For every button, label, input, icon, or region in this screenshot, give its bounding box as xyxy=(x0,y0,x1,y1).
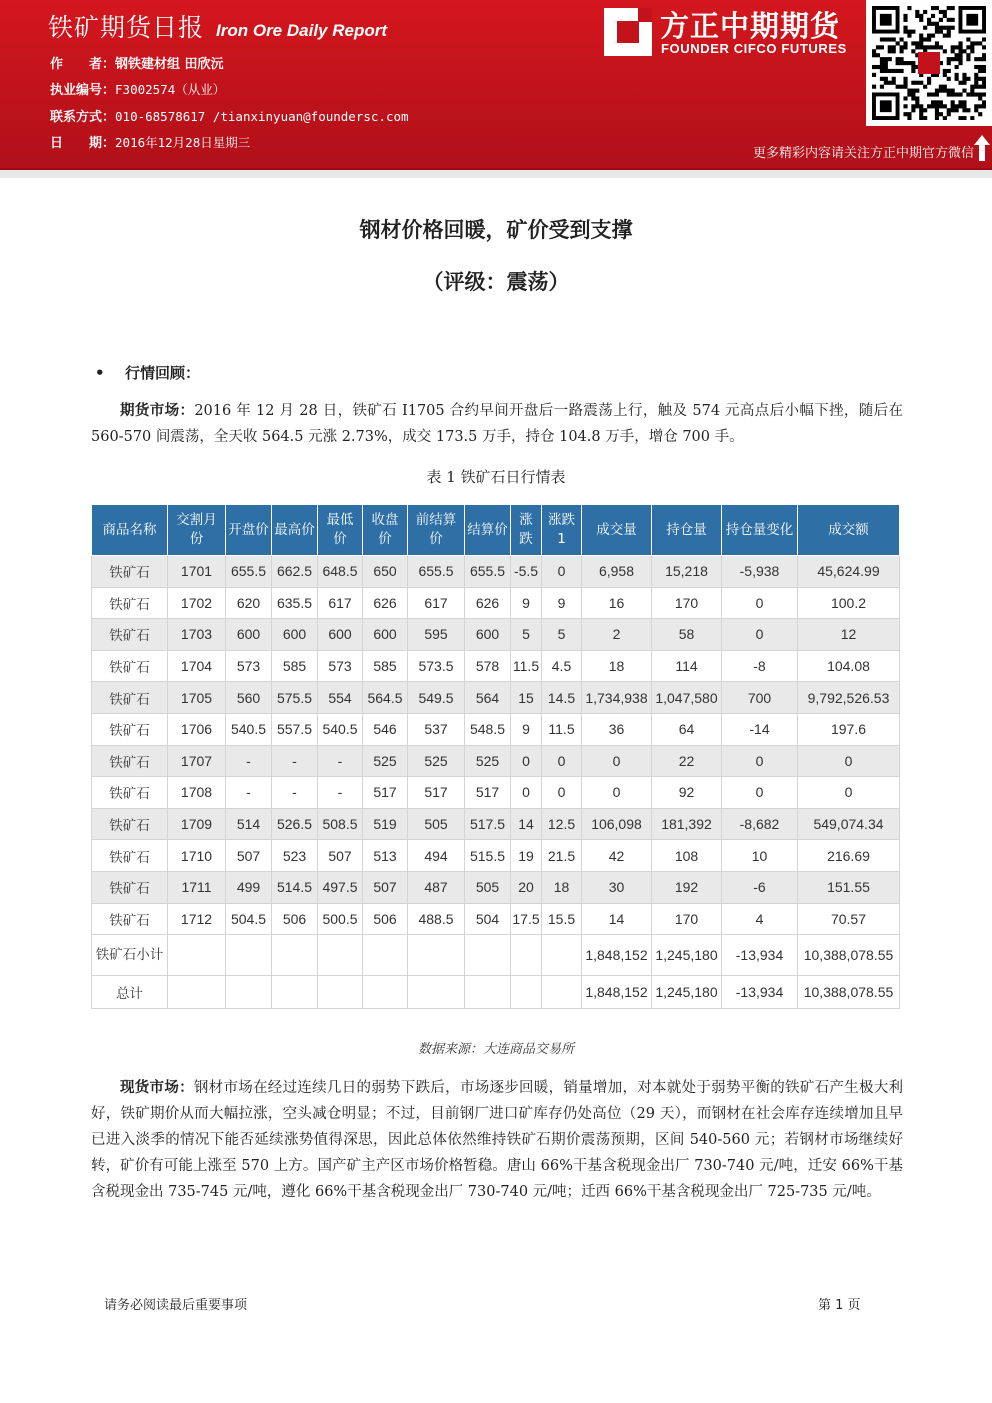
table-cell: 1710 xyxy=(168,840,226,872)
table-cell: 504.5 xyxy=(226,903,272,935)
subtotal-volume: 1,848,152 xyxy=(582,935,652,976)
table-cell: 1709 xyxy=(168,808,226,840)
commodity-name-cell: 铁矿石 xyxy=(92,840,168,872)
table-cell: 12 xyxy=(798,619,900,651)
table-cell: 9 xyxy=(511,587,542,619)
table-row xyxy=(92,808,900,840)
table-cell: 42 xyxy=(582,840,652,872)
table-cell: 655.5 xyxy=(465,556,511,588)
table-cell: 600 xyxy=(226,619,272,651)
table-cell: 1708 xyxy=(168,777,226,809)
table-cell: 16 xyxy=(582,587,652,619)
subtotal-turnover: 10,388,078.55 xyxy=(798,935,900,976)
table-header-row xyxy=(92,505,900,556)
col-header: 涨跌 xyxy=(511,505,542,556)
futures-lead: 期货市场： xyxy=(120,403,195,419)
table-cell: 100.2 xyxy=(798,587,900,619)
table-cell: 14 xyxy=(582,903,652,935)
table-cell: 1703 xyxy=(168,619,226,651)
table-cell: 12.5 xyxy=(542,808,582,840)
table-cell: 635.5 xyxy=(272,587,318,619)
table-cell: 0 xyxy=(511,777,542,809)
table-cell: 662.5 xyxy=(272,556,318,588)
spot-text: 钢材市场在经过连续几日的弱势下跌后，市场逐步回暖，销量增加，对本就处于弱势平衡的铁矿石产生极大利好，铁矿期价从而大幅拉涨，空头减仓明显；不过，目前钢厂进口矿库存仍处高位（29 天），而钢材在社会库存连续增加且早已进入淡季的情况下能否延续涨势值得深思，因此总体依然维持铁矿石期价震荡预期，区间 540-560 元；若钢材市场继续好转，矿价有可能上涨至 570 上方。国产矿主产区市场价格暂稳。唐山 66%干基含税现金出厂 730-740 元/吨，迁安 66%干基含税现金出 735-745 元/吨，遵化 66%干基含税现金出厂 730-740 元/吨；迁西 66%干基含税现金出厂 725-735 元/吨。 xyxy=(91,1080,904,1200)
table-cell: 507 xyxy=(318,840,363,872)
table-cell: 1705 xyxy=(168,682,226,714)
table-cell: 6,958 xyxy=(582,556,652,588)
table-cell: 151.55 xyxy=(798,871,900,903)
table-cell: 14.5 xyxy=(542,682,582,714)
table-cell: 15,218 xyxy=(652,556,722,588)
table-cell: 600 xyxy=(318,619,363,651)
table-cell: - xyxy=(272,745,318,777)
table-cell: - xyxy=(226,745,272,777)
table-cell: 626 xyxy=(363,587,408,619)
col-header: 持仓量 xyxy=(652,505,722,556)
commodity-name-cell: 铁矿石 xyxy=(92,682,168,714)
col-header: 前结算价 xyxy=(408,505,465,556)
table-cell: 15.5 xyxy=(542,903,582,935)
iron-ore-quote-table xyxy=(91,504,900,1009)
table-cell: 1706 xyxy=(168,713,226,745)
main-title: 钢材价格回暖，矿价受到支撑 xyxy=(359,218,633,242)
table-cell: 15 xyxy=(511,682,542,714)
table-cell: 513 xyxy=(363,840,408,872)
report-title-en: Iron Ore Daily Report xyxy=(216,21,387,40)
table-cell: 508.5 xyxy=(318,808,363,840)
col-header: 最高价 xyxy=(272,505,318,556)
table-cell: 0 xyxy=(722,619,798,651)
commodity-name-cell: 铁矿石 xyxy=(92,903,168,935)
table-cell: 519 xyxy=(363,808,408,840)
table-cell: 58 xyxy=(652,619,722,651)
table-cell: 192 xyxy=(652,871,722,903)
date-label: 日 期： xyxy=(50,136,116,151)
table-cell: 197.6 xyxy=(798,713,900,745)
futures-paragraph xyxy=(91,398,903,450)
commodity-name-cell: 铁矿石 xyxy=(92,777,168,809)
table-cell: 14 xyxy=(511,808,542,840)
table-cell: 655.5 xyxy=(226,556,272,588)
table-cell: 595 xyxy=(408,619,465,651)
table-cell: 0 xyxy=(511,745,542,777)
table-caption: 表 1 铁矿石日行情表 xyxy=(426,468,566,486)
header-divider xyxy=(0,168,992,178)
logo-text-en: FOUNDER CIFCO FUTURES xyxy=(661,41,847,56)
section-heading xyxy=(95,362,200,383)
table-row xyxy=(92,682,900,714)
table-cell: - xyxy=(318,777,363,809)
table-cell: 525 xyxy=(363,745,408,777)
table-cell: 181,392 xyxy=(652,808,722,840)
table-cell: 507 xyxy=(363,871,408,903)
table-cell: 560 xyxy=(226,682,272,714)
table-cell: 505 xyxy=(408,808,465,840)
spot-lead: 现货市场： xyxy=(120,1080,194,1096)
table-cell: 5 xyxy=(542,619,582,651)
table-row xyxy=(92,840,900,872)
table-cell: 11.5 xyxy=(511,650,542,682)
table-cell: 564 xyxy=(465,682,511,714)
table-cell: 573.5 xyxy=(408,650,465,682)
table-cell: 1711 xyxy=(168,871,226,903)
table-row xyxy=(92,903,900,935)
date-line xyxy=(50,132,250,151)
author-line xyxy=(50,53,224,72)
table-cell: 1702 xyxy=(168,587,226,619)
license-value: F3002574（从业） xyxy=(115,82,226,97)
commodity-name-cell: 铁矿石 xyxy=(92,745,168,777)
logo-mark-icon xyxy=(604,8,652,56)
license-line xyxy=(50,79,225,98)
table-cell: 4.5 xyxy=(542,650,582,682)
contact-label: 联系方式： xyxy=(50,110,116,125)
table-cell: 10 xyxy=(722,840,798,872)
table-cell: 554 xyxy=(318,682,363,714)
data-source: 数据来源：大连商品交易所 xyxy=(417,1042,574,1057)
table-cell: 497.5 xyxy=(318,871,363,903)
table-cell: 64 xyxy=(652,713,722,745)
table-cell: 1,734,938 xyxy=(582,682,652,714)
table-cell: 514.5 xyxy=(272,871,318,903)
futures-text: 2016 年 12 月 28 日，铁矿石 I1705 合约早间开盘后一路震荡上行，触及 574 元高点后小幅下挫，随后在 560-570 间震荡，全天收 564.5 元涨 2.73%，成交 173.5 万手，持仓 104.8 万手，增仓 700 手。 xyxy=(91,403,904,445)
commodity-name-cell: 铁矿石 xyxy=(92,650,168,682)
commodity-name-cell: 铁矿石 xyxy=(92,871,168,903)
table-cell: 1701 xyxy=(168,556,226,588)
table-cell: 600 xyxy=(272,619,318,651)
up-arrow-icon xyxy=(974,135,990,161)
table-cell: 0 xyxy=(542,556,582,588)
contact-value[interactable]: 010-68578617 /tianxinyuan@foundersc.com xyxy=(115,109,409,124)
table-cell: 600 xyxy=(465,619,511,651)
col-header: 结算价 xyxy=(465,505,511,556)
col-header: 成交量 xyxy=(582,505,652,556)
table-cell: 11.5 xyxy=(542,713,582,745)
table-cell: 9 xyxy=(511,713,542,745)
col-header: 交割月份 xyxy=(168,505,226,556)
table-cell: 19 xyxy=(511,840,542,872)
subtotal-oi-change: -13,934 xyxy=(722,935,798,976)
table-cell: 0 xyxy=(542,745,582,777)
table-cell: 517 xyxy=(465,777,511,809)
table-cell: 104.08 xyxy=(798,650,900,682)
license-label: 执业编号： xyxy=(50,83,116,98)
table-cell: 655.5 xyxy=(408,556,465,588)
table-cell: 0 xyxy=(722,745,798,777)
table-cell: 585 xyxy=(272,650,318,682)
table-cell: 9,792,526.53 xyxy=(798,682,900,714)
col-header: 持仓量变化 xyxy=(722,505,798,556)
table-cell: 106,098 xyxy=(582,808,652,840)
table-cell: 92 xyxy=(652,777,722,809)
table-cell: 1704 xyxy=(168,650,226,682)
total-turnover: 10,388,078.55 xyxy=(798,976,900,1009)
table-cell: 216.69 xyxy=(798,840,900,872)
table-cell: 170 xyxy=(652,903,722,935)
page-number: 第 1 页 xyxy=(818,1298,861,1313)
table-row xyxy=(92,777,900,809)
table-cell: 2 xyxy=(582,619,652,651)
table-row xyxy=(92,587,900,619)
table-cell: 488.5 xyxy=(408,903,465,935)
col-header: 最低价 xyxy=(318,505,363,556)
table-cell: 18 xyxy=(542,871,582,903)
col-header: 商品名称 xyxy=(92,505,168,556)
table-cell: 494 xyxy=(408,840,465,872)
total-oi-change: -13,934 xyxy=(722,976,798,1009)
author-label: 作 者： xyxy=(50,57,116,72)
table-cell: 525 xyxy=(408,745,465,777)
table-cell: 70.57 xyxy=(798,903,900,935)
table-cell: 1,047,580 xyxy=(652,682,722,714)
table-cell: 540.5 xyxy=(226,713,272,745)
table-row xyxy=(92,619,900,651)
table-cell: 505 xyxy=(465,871,511,903)
table-cell: 650 xyxy=(363,556,408,588)
table-cell: 557.5 xyxy=(272,713,318,745)
company-logo xyxy=(604,6,859,58)
table-cell: 0 xyxy=(542,777,582,809)
table-cell: 506 xyxy=(363,903,408,935)
table-cell: 540.5 xyxy=(318,713,363,745)
footer-notice: 请务必阅读最后重要事项 xyxy=(104,1298,248,1313)
table-cell: 170 xyxy=(652,587,722,619)
table-cell: 114 xyxy=(652,650,722,682)
table-cell: 617 xyxy=(318,587,363,619)
table-body xyxy=(92,556,900,1009)
table-cell: 22 xyxy=(652,745,722,777)
table-cell: 108 xyxy=(652,840,722,872)
logo-text-cn: 方正中期期货 xyxy=(660,9,841,43)
bullet-icon: • xyxy=(95,364,105,382)
table-cell: 546 xyxy=(363,713,408,745)
table-cell: 700 xyxy=(722,682,798,714)
table-cell: 525 xyxy=(465,745,511,777)
table-cell: 0 xyxy=(722,587,798,619)
table-cell: 575.5 xyxy=(272,682,318,714)
report-header xyxy=(0,0,992,168)
follow-wechat-text[interactable]: 更多精彩内容请关注方正中期官方微信 xyxy=(752,146,974,161)
table-cell: -6 xyxy=(722,871,798,903)
table-cell: 0 xyxy=(582,777,652,809)
table-cell: 564.5 xyxy=(363,682,408,714)
commodity-name-cell: 铁矿石 xyxy=(92,808,168,840)
table-cell: 573 xyxy=(226,650,272,682)
table-cell: 1712 xyxy=(168,903,226,935)
table-cell: 9 xyxy=(542,587,582,619)
table-cell: 526.5 xyxy=(272,808,318,840)
commodity-name-cell: 铁矿石 xyxy=(92,619,168,651)
table-cell: 620 xyxy=(226,587,272,619)
table-cell: 617 xyxy=(408,587,465,619)
table-cell: 507 xyxy=(226,840,272,872)
table-cell: 21.5 xyxy=(542,840,582,872)
table-cell: 517 xyxy=(363,777,408,809)
table-cell: 18 xyxy=(582,650,652,682)
table-cell: 0 xyxy=(722,777,798,809)
commodity-name-cell: 铁矿石 xyxy=(92,587,168,619)
col-header: 涨跌1 xyxy=(542,505,582,556)
table-cell: -8,682 xyxy=(722,808,798,840)
table-cell: 487 xyxy=(408,871,465,903)
table-cell: -5.5 xyxy=(511,556,542,588)
table-cell: 517 xyxy=(408,777,465,809)
table-cell: 0 xyxy=(798,777,900,809)
commodity-name-cell: 铁矿石 xyxy=(92,556,168,588)
table-cell: 506 xyxy=(272,903,318,935)
total-row xyxy=(92,976,900,1009)
contact-line xyxy=(50,106,409,125)
table-cell: 626 xyxy=(465,587,511,619)
table-cell: 17.5 xyxy=(511,903,542,935)
total-volume: 1,848,152 xyxy=(582,976,652,1009)
qr-code-icon xyxy=(866,0,992,126)
table-cell: 578 xyxy=(465,650,511,682)
table-cell: - xyxy=(226,777,272,809)
col-header: 成交额 xyxy=(798,505,900,556)
table-row xyxy=(92,713,900,745)
table-cell: 504 xyxy=(465,903,511,935)
report-title xyxy=(48,8,387,44)
table-cell: 0 xyxy=(798,745,900,777)
commodity-name-cell: 铁矿石 xyxy=(92,713,168,745)
table-cell: 600 xyxy=(363,619,408,651)
table-cell: 5 xyxy=(511,619,542,651)
table-cell: 20 xyxy=(511,871,542,903)
total-open-interest: 1,245,180 xyxy=(652,976,722,1009)
table-cell: 573 xyxy=(318,650,363,682)
table-cell: 4 xyxy=(722,903,798,935)
table-cell: - xyxy=(318,745,363,777)
table-cell: 1707 xyxy=(168,745,226,777)
table-cell: 499 xyxy=(226,871,272,903)
table-cell: -8 xyxy=(722,650,798,682)
subtotal-label: 铁矿石小计 xyxy=(92,935,168,976)
table-cell: - xyxy=(272,777,318,809)
table-cell: 517.5 xyxy=(465,808,511,840)
author-value: 钢铁建材组 田欣沅 xyxy=(115,57,224,72)
table-row xyxy=(92,556,900,588)
subtotal-row xyxy=(92,935,900,976)
subtotal-open-interest: 1,245,180 xyxy=(652,935,722,976)
total-label: 总计 xyxy=(92,976,168,1009)
table-cell: 45,624.99 xyxy=(798,556,900,588)
table-cell: 648.5 xyxy=(318,556,363,588)
table-row xyxy=(92,871,900,903)
table-cell: 523 xyxy=(272,840,318,872)
col-header: 收盘价 xyxy=(363,505,408,556)
section-title: 行情回顾： xyxy=(125,364,201,382)
report-title-cn: 铁矿期货日报 xyxy=(48,13,205,42)
table-cell: 515.5 xyxy=(465,840,511,872)
table-row xyxy=(92,650,900,682)
table-row xyxy=(92,745,900,777)
rating-label: （评级：震荡） xyxy=(422,270,570,294)
table-cell: -5,938 xyxy=(722,556,798,588)
table-cell: 36 xyxy=(582,713,652,745)
table-cell: 514 xyxy=(226,808,272,840)
spot-paragraph xyxy=(91,1075,903,1205)
col-header: 开盘价 xyxy=(226,505,272,556)
table-cell: 585 xyxy=(363,650,408,682)
table-cell: 537 xyxy=(408,713,465,745)
table-cell: 548.5 xyxy=(465,713,511,745)
table-cell: 549.5 xyxy=(408,682,465,714)
table-cell: 0 xyxy=(582,745,652,777)
table-cell: -14 xyxy=(722,713,798,745)
date-value: 2016年12月28日星期三 xyxy=(115,135,251,150)
table-cell: 500.5 xyxy=(318,903,363,935)
table-cell: 30 xyxy=(582,871,652,903)
table-cell: 549,074.34 xyxy=(798,808,900,840)
